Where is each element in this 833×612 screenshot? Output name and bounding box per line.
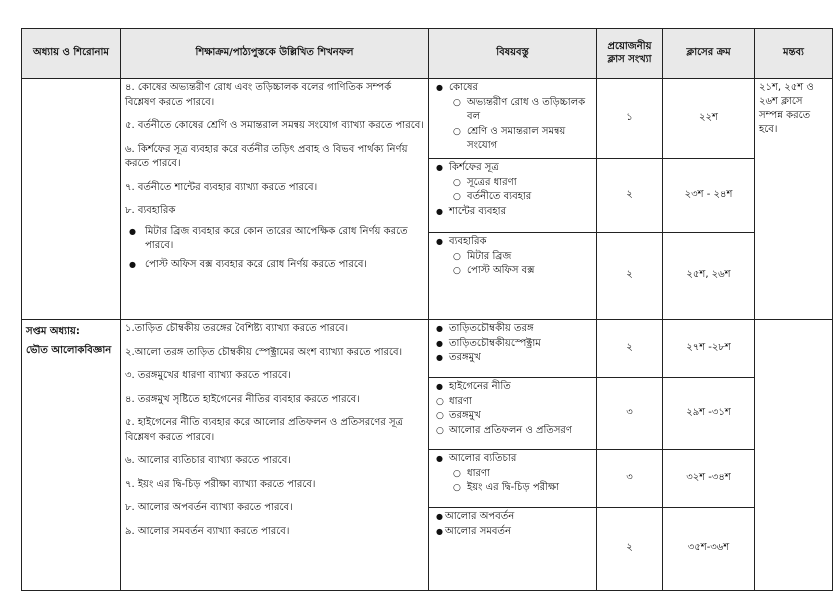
outcome-bullet: ● পোস্ট অফিস বক্স ব্যবহার করে রোধ নির্ণয় করতে পারবে। (125, 258, 424, 273)
content-block (429, 159, 596, 233)
header-content: বিষয়বস্তু (429, 29, 597, 79)
content-subitem: ○ তরঙ্গমুখ (433, 409, 592, 424)
chapter-title: ভৌত আলোকবিজ্ঞান (26, 345, 112, 356)
header-row (22, 29, 833, 79)
content-item: ● হাইগেনের নীতি (433, 380, 592, 395)
classes-value: ২ (597, 159, 662, 233)
content-item: ● তরঙ্গমুখ (433, 351, 592, 366)
classes-value: ২ (597, 320, 662, 378)
content-item: ● শান্টের ব্যবহার (433, 205, 592, 220)
content-subitem: ○ অভ্যন্তরীণ রোধ ও তড়িচ্চালক বল (433, 96, 592, 125)
content-subitem: ○ মিটার ব্রিজ (433, 250, 592, 265)
content-cell (429, 320, 597, 591)
header-chapter: অধ্যায় ও শিরোনাম (22, 29, 121, 79)
lesson-plan-table (21, 28, 833, 591)
content-block (429, 450, 596, 508)
order-cell (663, 320, 755, 591)
order-value: ২৫শ, ২৬শ (686, 269, 731, 281)
outcome-bullet: ● মিটার ব্রিজ ব্যবহার করে কোন তারের আপেক্ষিক রোধ নির্ণয় করতে পারবে। (125, 225, 424, 254)
content-block (429, 79, 596, 159)
classes-value: ১ (597, 79, 662, 159)
classes-value: ২ (626, 269, 633, 281)
classes-value: ৩ (597, 450, 662, 508)
outcome-item: ৫. হাইগেনের নীতি ব্যবহার করে আলোর প্রতিফলন ও প্রতিসরণের সূত্র বিশ্লেষণ করতে পারবে। (125, 417, 403, 443)
classes-cell (597, 79, 663, 320)
content-subitem: ○ ইয়ং এর দ্বি-চিড় পরীক্ষা (433, 481, 592, 496)
outcome-item: ৩. তরঙ্গমুখের ধারণা ব্যাখ্যা করতে পারবে। (125, 370, 291, 381)
remark-cell: ২১শ, ২৫শ ও ২৬শ ক্লাসে সম্পন্ন করতে হবে। (755, 79, 833, 320)
outcome-item: ৮. ব্যবহারিক (125, 205, 176, 216)
content-subitem: ○ পোস্ট অফিস বক্স (433, 264, 592, 279)
content-block (429, 378, 596, 450)
content-block (429, 233, 596, 319)
content-item: ● তাড়িতচৌম্বকীয়স্পেক্ট্রাম (433, 337, 592, 352)
outcome-item: ২.আলো তরঙ্গ তাড়িত চৌম্বকীয় স্পেক্ট্রামের অংশ ব্যাখ্যা করতে পারবে। (125, 346, 403, 358)
outcome-item: ৪. কোষের অভ্যন্তরীণ রোধ এবং তড়িচ্চালক বলের গাণিতিক সম্পর্ক বিশ্লেষণ করতে পারবে। (125, 82, 392, 108)
content-item: ● আলোর ব্যতিচার (433, 452, 592, 467)
order-value: ৩৫শ-৩৬শ (687, 542, 730, 554)
content-subitem: ○ আলোর প্রতিফলন ও প্রতিসরণ (433, 424, 592, 439)
chapter-cell (22, 320, 121, 591)
order-value: ৩২শ -৩৪শ (663, 450, 754, 508)
content-block (429, 320, 596, 378)
outcome-item: ৮. আলোর অপবর্তন ব্যাখ্যা করতে পারবে। (125, 502, 293, 513)
order-value: ২৩শ - ২৪শ (663, 159, 754, 233)
content-subitem: ○ সূত্রের ধারণা (433, 176, 592, 191)
outcome-item: ৬. আলোর ব্যতিচার ব্যাখ্যা করতে পারবে। (125, 455, 291, 466)
header-classes-needed: প্রয়োজনীয় ক্লাস সংখ্যা (597, 29, 663, 79)
content-item: ● কোষের (433, 81, 592, 96)
content-subitem: ○ বর্তনীতে ব্যবহার (433, 190, 592, 205)
content-item: ● আলোর সমবর্তন (433, 525, 592, 540)
outcomes-cell (121, 320, 429, 591)
header-outcomes: শিক্ষাক্রম/পাঠ্যপুস্তকে উল্লিখিত শিখনফল (121, 29, 429, 79)
outcome-item: ১.তাড়িত চৌম্বকীয় তরঙ্গের বৈশিষ্ট্য ব্যাখ্যা করতে পারবে। (125, 323, 349, 334)
outcome-item: ৭. ইয়ং এর দ্বি-চিড় পরীক্ষা ব্যাখ্যা করতে পারবে। (125, 478, 316, 490)
content-subitem: ○ ধারণা (433, 467, 592, 482)
order-value: ২৭শ -২৮শ (663, 320, 754, 378)
content-subitem: ○ ধারণা (433, 395, 592, 410)
chapter-cell-empty (22, 79, 121, 320)
content-block (429, 508, 596, 590)
content-item: ● আলোর অপবর্তন (433, 510, 592, 525)
table-row (22, 79, 833, 320)
order-value: ২২শ (663, 79, 754, 159)
order-value: ২৯শ -৩১শ (663, 378, 754, 450)
content-item: ● কির্শফের সূত্র (433, 161, 592, 176)
header-class-order: ক্লাসের ক্রম (663, 29, 755, 79)
chapter-number: সপ্তম অধ্যায়: (26, 326, 80, 337)
outcome-item: ৫. বর্তনীতে কোষের শ্রেণি ও সমান্তরাল সমন্বয় সংযোগ ব্যাখ্যা করতে পারবে। (125, 120, 424, 131)
header-remarks: মন্তব্য (755, 29, 833, 79)
outcome-item: ৪. তরঙ্গমুখ সৃষ্টিতে হাইগেনের নীতির ব্যবহার করতে পারবে। (125, 393, 360, 405)
order-cell (663, 79, 755, 320)
outcomes-cell (121, 79, 429, 320)
classes-value: ৩ (597, 378, 662, 450)
outcome-item: ৭. বর্তনীতে শান্টের ব্যবহার ব্যাখ্যা করতে পারবে। (125, 181, 318, 193)
classes-value: ২ (626, 542, 633, 554)
content-cell (429, 79, 597, 320)
outcome-item: ৯. আলোর সমবর্তন ব্যাখ্যা করতে পারবে। (125, 525, 290, 537)
content-item: ● তাড়িতচৌম্বকীয় তরঙ্গ (433, 322, 592, 337)
outcome-item: ৬. কির্শফের সূত্র ব্যবহার করে বর্তনীর তড়িৎ প্রবাহ ও বিভব পার্থক্য নির্ণয় করতে পারবে। (125, 143, 408, 169)
content-item: ● ব্যবহারিক (433, 235, 592, 250)
content-subitem: ○ শ্রেণি ও সমান্তরাল সমন্বয় সংযোগ (433, 125, 592, 154)
table-row (22, 320, 833, 591)
remark-cell-empty (755, 320, 833, 591)
classes-cell (597, 320, 663, 591)
